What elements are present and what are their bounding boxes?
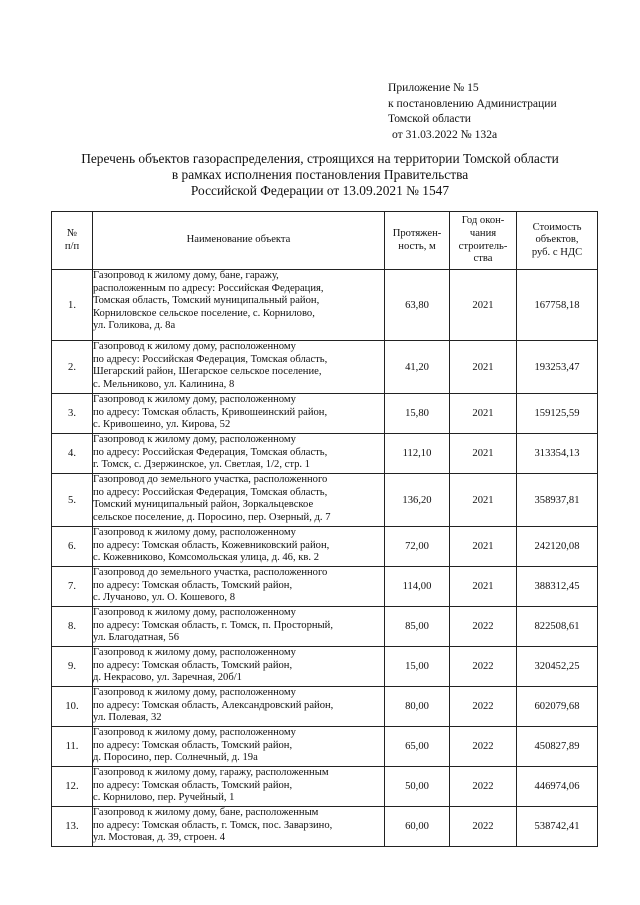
table-row xyxy=(52,394,598,434)
completion-year: 2021 xyxy=(450,567,517,607)
object-length: 63,80 xyxy=(385,270,450,341)
object-name-line: Газопровод к жилому дому, расположенному xyxy=(93,607,296,618)
object-name xyxy=(93,527,385,567)
object-name-line: по адресу: Томская область, Томский район, xyxy=(93,659,293,671)
row-number: 12. xyxy=(52,767,93,807)
row-number: 5. xyxy=(52,474,93,527)
object-name-line: Газопровод к жилому дому, расположенному xyxy=(93,727,296,738)
completion-year: 2021 xyxy=(450,341,517,394)
completion-year: 2022 xyxy=(450,647,517,687)
completion-year: 2021 xyxy=(450,527,517,567)
header-length-line: ность, м xyxy=(398,240,436,252)
object-name-line: по адресу: Российская Федерация, Томская область, xyxy=(93,446,328,458)
header-year-line: строитель- xyxy=(458,240,508,252)
object-name-line: Корниловское сельское поселение, с. Корнилово, xyxy=(93,307,315,319)
header-cost-line: Стоимость xyxy=(532,221,582,233)
header-cost xyxy=(517,212,598,270)
table-row xyxy=(52,647,598,687)
appendix-block xyxy=(388,80,628,142)
table-row xyxy=(52,270,598,341)
object-name-line: Томский муниципальный район, Зоркальцевское xyxy=(93,499,314,510)
object-name xyxy=(93,767,385,807)
object-name-line: с. Кривошеино, ул. Кирова, 52 xyxy=(93,419,231,430)
object-name xyxy=(93,807,385,847)
objects-table xyxy=(51,211,598,847)
object-name-line: Газопровод до земельного участка, расположенного xyxy=(93,474,328,485)
object-name-line: ул. Благодатная, 56 xyxy=(93,632,180,643)
object-name xyxy=(93,394,385,434)
appendix-line-4: от 31.03.2022 № 132а xyxy=(392,127,498,141)
object-name-line: Томская область, Томский муниципальный район, xyxy=(93,295,320,306)
object-name xyxy=(93,727,385,767)
header-name xyxy=(93,212,385,270)
object-length: 85,00 xyxy=(385,607,450,647)
object-cost: 450827,89 xyxy=(517,727,598,767)
header-year-line: Год окон- xyxy=(461,215,505,227)
object-name-line: ул. Голикова, д. 8а xyxy=(93,320,176,331)
table-row xyxy=(52,807,598,847)
object-name-line: д. Некрасово, ул. Заречная, 20б/1 xyxy=(93,672,242,683)
object-length: 41,20 xyxy=(385,341,450,394)
object-cost: 388312,45 xyxy=(517,567,598,607)
row-number: 6. xyxy=(52,527,93,567)
object-cost: 313354,13 xyxy=(517,434,598,474)
object-name-line: Газопровод к жилому дому, расположенному xyxy=(93,647,296,658)
object-name-line: Газопровод к жилому дому, гаражу, расположенным xyxy=(93,767,329,778)
object-cost: 358937,81 xyxy=(517,474,598,527)
table-row xyxy=(52,474,598,527)
table-body xyxy=(52,270,598,847)
completion-year: 2021 xyxy=(450,394,517,434)
header-length-line: Протяжен- xyxy=(392,227,442,239)
table-row xyxy=(52,567,598,607)
object-name xyxy=(93,341,385,394)
row-number: 2. xyxy=(52,341,93,394)
object-name-line: Газопровод до земельного участка, расположенного xyxy=(93,567,328,578)
header-num-line: п/п xyxy=(64,240,80,252)
row-number: 11. xyxy=(52,727,93,767)
object-name-line: ул. Полевая, 32 xyxy=(93,712,162,723)
object-name-line: Газопровод к жилому дому, расположенному xyxy=(93,527,296,538)
object-name xyxy=(93,607,385,647)
completion-year: 2021 xyxy=(450,474,517,527)
row-number: 4. xyxy=(52,434,93,474)
object-length: 60,00 xyxy=(385,807,450,847)
object-length: 50,00 xyxy=(385,767,450,807)
row-number: 10. xyxy=(52,687,93,727)
row-number: 9. xyxy=(52,647,93,687)
completion-year: 2022 xyxy=(450,727,517,767)
object-name-line: расположенным по адресу: Российская Федерация, xyxy=(93,282,324,294)
object-cost: 167758,18 xyxy=(517,270,598,341)
object-name-line: по адресу: Томская область, г. Томск, пос. Заварзино, xyxy=(93,819,333,831)
object-name-line: с. Мельниково, ул. Калинина, 8 xyxy=(93,378,235,390)
header-length xyxy=(385,212,450,270)
object-length: 114,00 xyxy=(385,567,450,607)
header-year-line: чания xyxy=(469,227,497,239)
header-num-line: № xyxy=(66,227,78,239)
object-name xyxy=(93,687,385,727)
completion-year: 2022 xyxy=(450,607,517,647)
object-name xyxy=(93,270,385,341)
object-length: 15,00 xyxy=(385,647,450,687)
object-length: 65,00 xyxy=(385,727,450,767)
completion-year: 2022 xyxy=(450,687,517,727)
title-line-3: Российской Федерации от 13.09.2021 № 1547 xyxy=(190,182,450,198)
object-name-line: по адресу: Томская область, г. Томск, п. Просторный, xyxy=(93,619,333,631)
object-name-line: по адресу: Томская область, Александровский район, xyxy=(93,699,334,711)
object-length: 112,10 xyxy=(385,434,450,474)
header-year-line: ства xyxy=(473,253,493,265)
object-name-line: по адресу: Томская область, Томский район, xyxy=(93,779,293,791)
object-name xyxy=(93,567,385,607)
object-name xyxy=(93,434,385,474)
completion-year: 2021 xyxy=(450,270,517,341)
object-name-line: по адресу: Российская Федерация, Томская область, xyxy=(93,353,328,365)
row-number: 8. xyxy=(52,607,93,647)
table-row xyxy=(52,341,598,394)
object-cost: 159125,59 xyxy=(517,394,598,434)
object-name-line: с. Корнилово, пер. Ручейный, 1 xyxy=(93,792,235,803)
object-name-line: по адресу: Российская Федерация, Томская область, xyxy=(93,486,328,498)
object-name-line: Газопровод к жилому дому, бане, гаражу, xyxy=(93,270,279,281)
object-cost: 193253,47 xyxy=(517,341,598,394)
header-year xyxy=(450,212,517,270)
completion-year: 2022 xyxy=(450,767,517,807)
object-name-line: Газопровод к жилому дому, расположенному xyxy=(93,341,296,352)
table-row xyxy=(52,434,598,474)
object-cost: 822508,61 xyxy=(517,607,598,647)
object-name-line: ул. Мостовая, д. 39, строен. 4 xyxy=(93,832,226,843)
object-cost: 320452,25 xyxy=(517,647,598,687)
object-name-line: д. Поросино, пер. Солнечный, д. 19а xyxy=(93,752,258,763)
object-cost: 446974,06 xyxy=(517,767,598,807)
object-name-line: по адресу: Томская область, Томский район, xyxy=(93,579,293,591)
object-name-line: Газопровод к жилому дому, бане, расположенным xyxy=(93,807,319,818)
appendix-line-3: Томской области xyxy=(388,112,471,126)
row-number: 3. xyxy=(52,394,93,434)
completion-year: 2021 xyxy=(450,434,517,474)
appendix-line-1: Приложение № 15 xyxy=(388,81,479,94)
object-name-line: сельское поселение, д. Поросино, пер. Озерный, д. 7 xyxy=(93,511,331,523)
document-title xyxy=(30,151,610,198)
row-number: 1. xyxy=(52,270,93,341)
object-length: 136,20 xyxy=(385,474,450,527)
object-name-line: Шегарский район, Шегарское сельское поселение, xyxy=(93,366,322,377)
object-cost: 242120,08 xyxy=(517,527,598,567)
object-name-line: по адресу: Томская область, Томский район, xyxy=(93,739,293,751)
header-cost-line: руб. с НДС xyxy=(531,246,583,258)
object-name xyxy=(93,474,385,527)
object-name-line: с. Лучаново, ул. О. Кошевого, 8 xyxy=(93,592,235,603)
header-name-line: Наименование объекта xyxy=(186,234,291,246)
table-row xyxy=(52,687,598,727)
title-line-2: в рамках исполнения постановления Правительства xyxy=(171,166,469,182)
table-row xyxy=(52,727,598,767)
row-number: 7. xyxy=(52,567,93,607)
object-name-line: Газопровод к жилому дому, расположенному xyxy=(93,434,296,445)
table-row xyxy=(52,527,598,567)
object-length: 72,00 xyxy=(385,527,450,567)
completion-year: 2022 xyxy=(450,807,517,847)
object-name-line: по адресу: Томская область, Кожевниковский район, xyxy=(93,539,330,551)
object-cost: 602079,68 xyxy=(517,687,598,727)
object-name-line: по адресу: Томская область, Кривошеинский район, xyxy=(93,406,328,418)
header-cost-line: объектов, xyxy=(535,234,579,246)
title-line-1: Перечень объектов газораспределения, строящихся на территории Томской области xyxy=(81,151,559,166)
object-name-line: г. Томск, с. Дзержинское, ул. Светлая, 1/2, стр. 1 xyxy=(93,459,310,470)
object-name xyxy=(93,647,385,687)
appendix-line-2: к постановлению Администрации xyxy=(388,96,557,110)
table-header-row xyxy=(52,212,598,270)
object-cost: 538742,41 xyxy=(517,807,598,847)
object-length: 80,00 xyxy=(385,687,450,727)
object-name-line: с. Кожевниково, Комсомольская улица, д. 46, кв. 2 xyxy=(93,552,320,563)
table-row xyxy=(52,767,598,807)
row-number: 13. xyxy=(52,807,93,847)
header-num xyxy=(52,212,93,270)
object-length: 15,80 xyxy=(385,394,450,434)
object-name-line: Газопровод к жилому дому, расположенному xyxy=(93,687,296,698)
object-name-line: Газопровод к жилому дому, расположенному xyxy=(93,394,296,405)
table-row xyxy=(52,607,598,647)
